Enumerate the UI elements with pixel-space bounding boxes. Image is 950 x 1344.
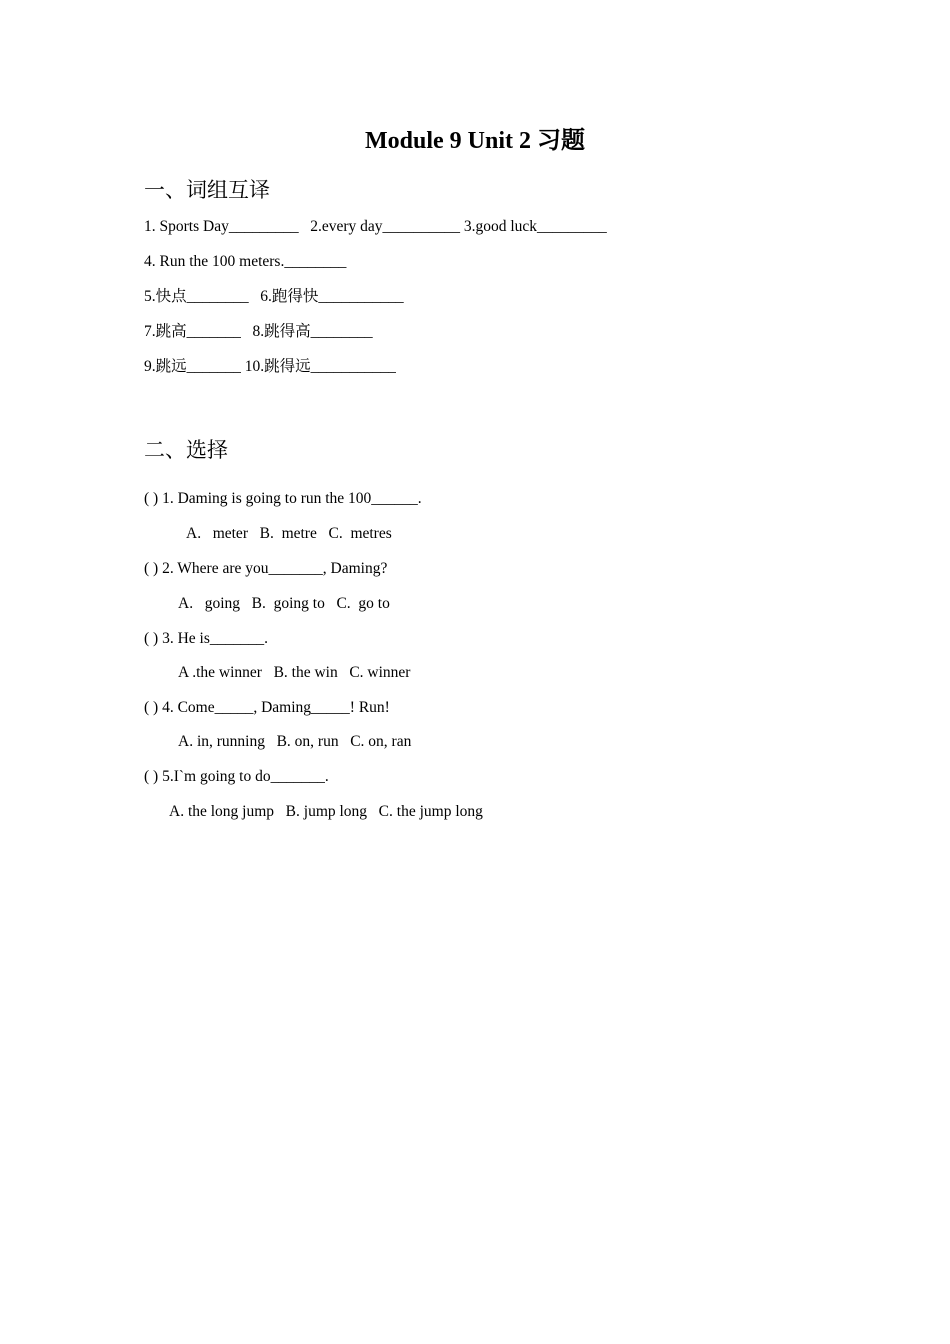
phrase-line-5: 9.跳远_______ 10.跳得远___________ <box>144 358 396 375</box>
question-5-options: A. the long jump B. jump long C. the jump long <box>169 803 483 820</box>
question-1-stem: ( ) 1. Daming is going to run the 100______. <box>144 490 422 507</box>
question-4-options: A. in, running B. on, run C. on, ran <box>178 733 412 750</box>
phrase-line-1: 1. Sports Day_________ 2.every day__________ 3.good luck_________ <box>144 218 607 235</box>
question-5-stem: ( ) 5.I`m going to do_______. <box>144 768 329 785</box>
phrase-line-4: 7.跳高_______ 8.跳得高________ <box>144 323 373 340</box>
question-2-options: A. going B. going to C. go to <box>178 595 390 612</box>
document-title: Module 9 Unit 2 习题 <box>364 128 585 154</box>
phrase-line-2: 4. Run the 100 meters.________ <box>144 253 347 270</box>
question-1-options: A. meter B. metre C. metres <box>186 525 392 542</box>
question-2-stem: ( ) 2. Where are you_______, Daming? <box>144 560 388 577</box>
phrase-line-3: 5.快点________ 6.跑得快___________ <box>144 288 404 305</box>
question-3-options: A .the winner B. the win C. winner <box>178 664 411 681</box>
question-3-stem: ( ) 3. He is_______. <box>144 630 268 647</box>
question-4-stem: ( ) 4. Come_____, Daming_____! Run! <box>144 699 390 716</box>
section1-heading: 一、词组互译 <box>144 178 270 202</box>
section2-heading: 二、选择 <box>144 438 228 462</box>
